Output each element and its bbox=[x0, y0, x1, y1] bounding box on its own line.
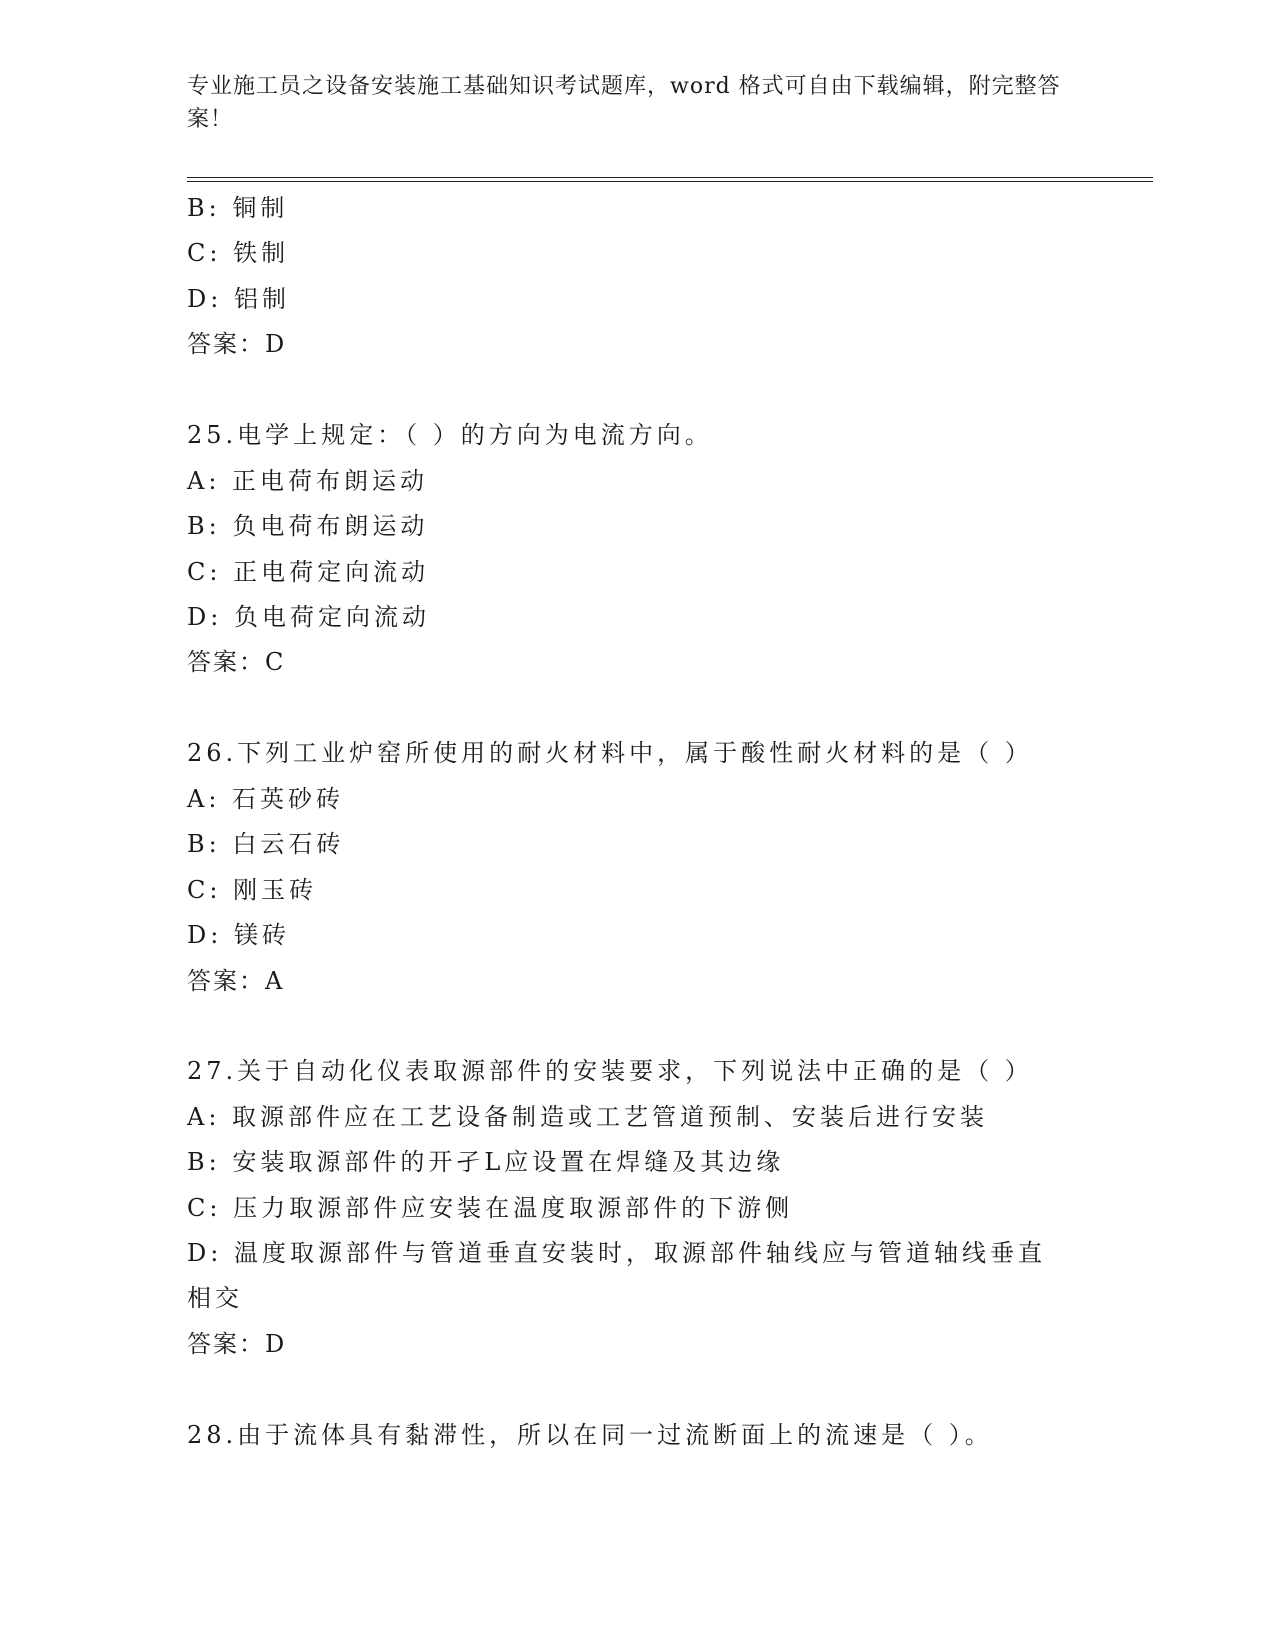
q27-option-c: C: 压力取源部件应安装在温度取源部件的下游侧 bbox=[187, 1194, 794, 1222]
q27-option-b: B: 安装取源部件的开孑L应设置在焊缝及其边缘 bbox=[187, 1148, 785, 1176]
q26-option-c: C: 刚玉砖 bbox=[187, 876, 318, 904]
q25-answer: 答案：C bbox=[187, 648, 286, 676]
q25-option-d: D: 负电荷定向流动 bbox=[187, 603, 430, 631]
header-rule-top bbox=[187, 177, 1153, 178]
q26-question: 26.下列工业炉窑所使用的耐火材料中，属于酸性耐火材料的是（ ） bbox=[187, 739, 1033, 767]
q24-answer: 答案：D bbox=[187, 330, 287, 358]
q27-option-a: A: 取源部件应在工艺设备制造或工艺管道预制、安装后进行安装 bbox=[187, 1103, 989, 1131]
q27-answer: 答案：D bbox=[187, 1330, 287, 1358]
q25-option-a: A: 正电荷布朗运动 bbox=[187, 467, 429, 495]
q24-option-d: D: 铝制 bbox=[187, 285, 290, 313]
q26-answer: 答案：A bbox=[187, 967, 285, 995]
q27-option-d-continued: 相交 bbox=[187, 1284, 243, 1312]
header-rule-bottom bbox=[187, 181, 1153, 182]
q25-question: 25.电学上规定：（ ）的方向为电流方向。 bbox=[187, 421, 713, 449]
q28-question: 28.由于流体具有黏滞性，所以在同一过流断面上的流速是（ ）。 bbox=[187, 1421, 993, 1449]
q26-option-a: A: 石英砂砖 bbox=[187, 785, 345, 813]
q24-option-b: B: 铜制 bbox=[187, 194, 289, 222]
q26-option-d: D: 镁砖 bbox=[187, 921, 290, 949]
q25-option-c: C: 正电荷定向流动 bbox=[187, 558, 430, 586]
document-header: 专业施工员之设备安装施工基础知识考试题库，word 格式可自由下载编辑，附完整答案！ bbox=[187, 74, 1061, 132]
q24-option-c: C: 铁制 bbox=[187, 239, 290, 267]
q27-question: 27.关于自动化仪表取源部件的安装要求，下列说法中正确的是（ ） bbox=[187, 1057, 1033, 1085]
q25-option-b: B: 负电荷布朗运动 bbox=[187, 512, 429, 540]
q26-option-b: B: 白云石砖 bbox=[187, 830, 345, 858]
q27-option-d: D: 温度取源部件与管道垂直安装时，取源部件轴线应与管道轴线垂直 bbox=[187, 1239, 1046, 1267]
